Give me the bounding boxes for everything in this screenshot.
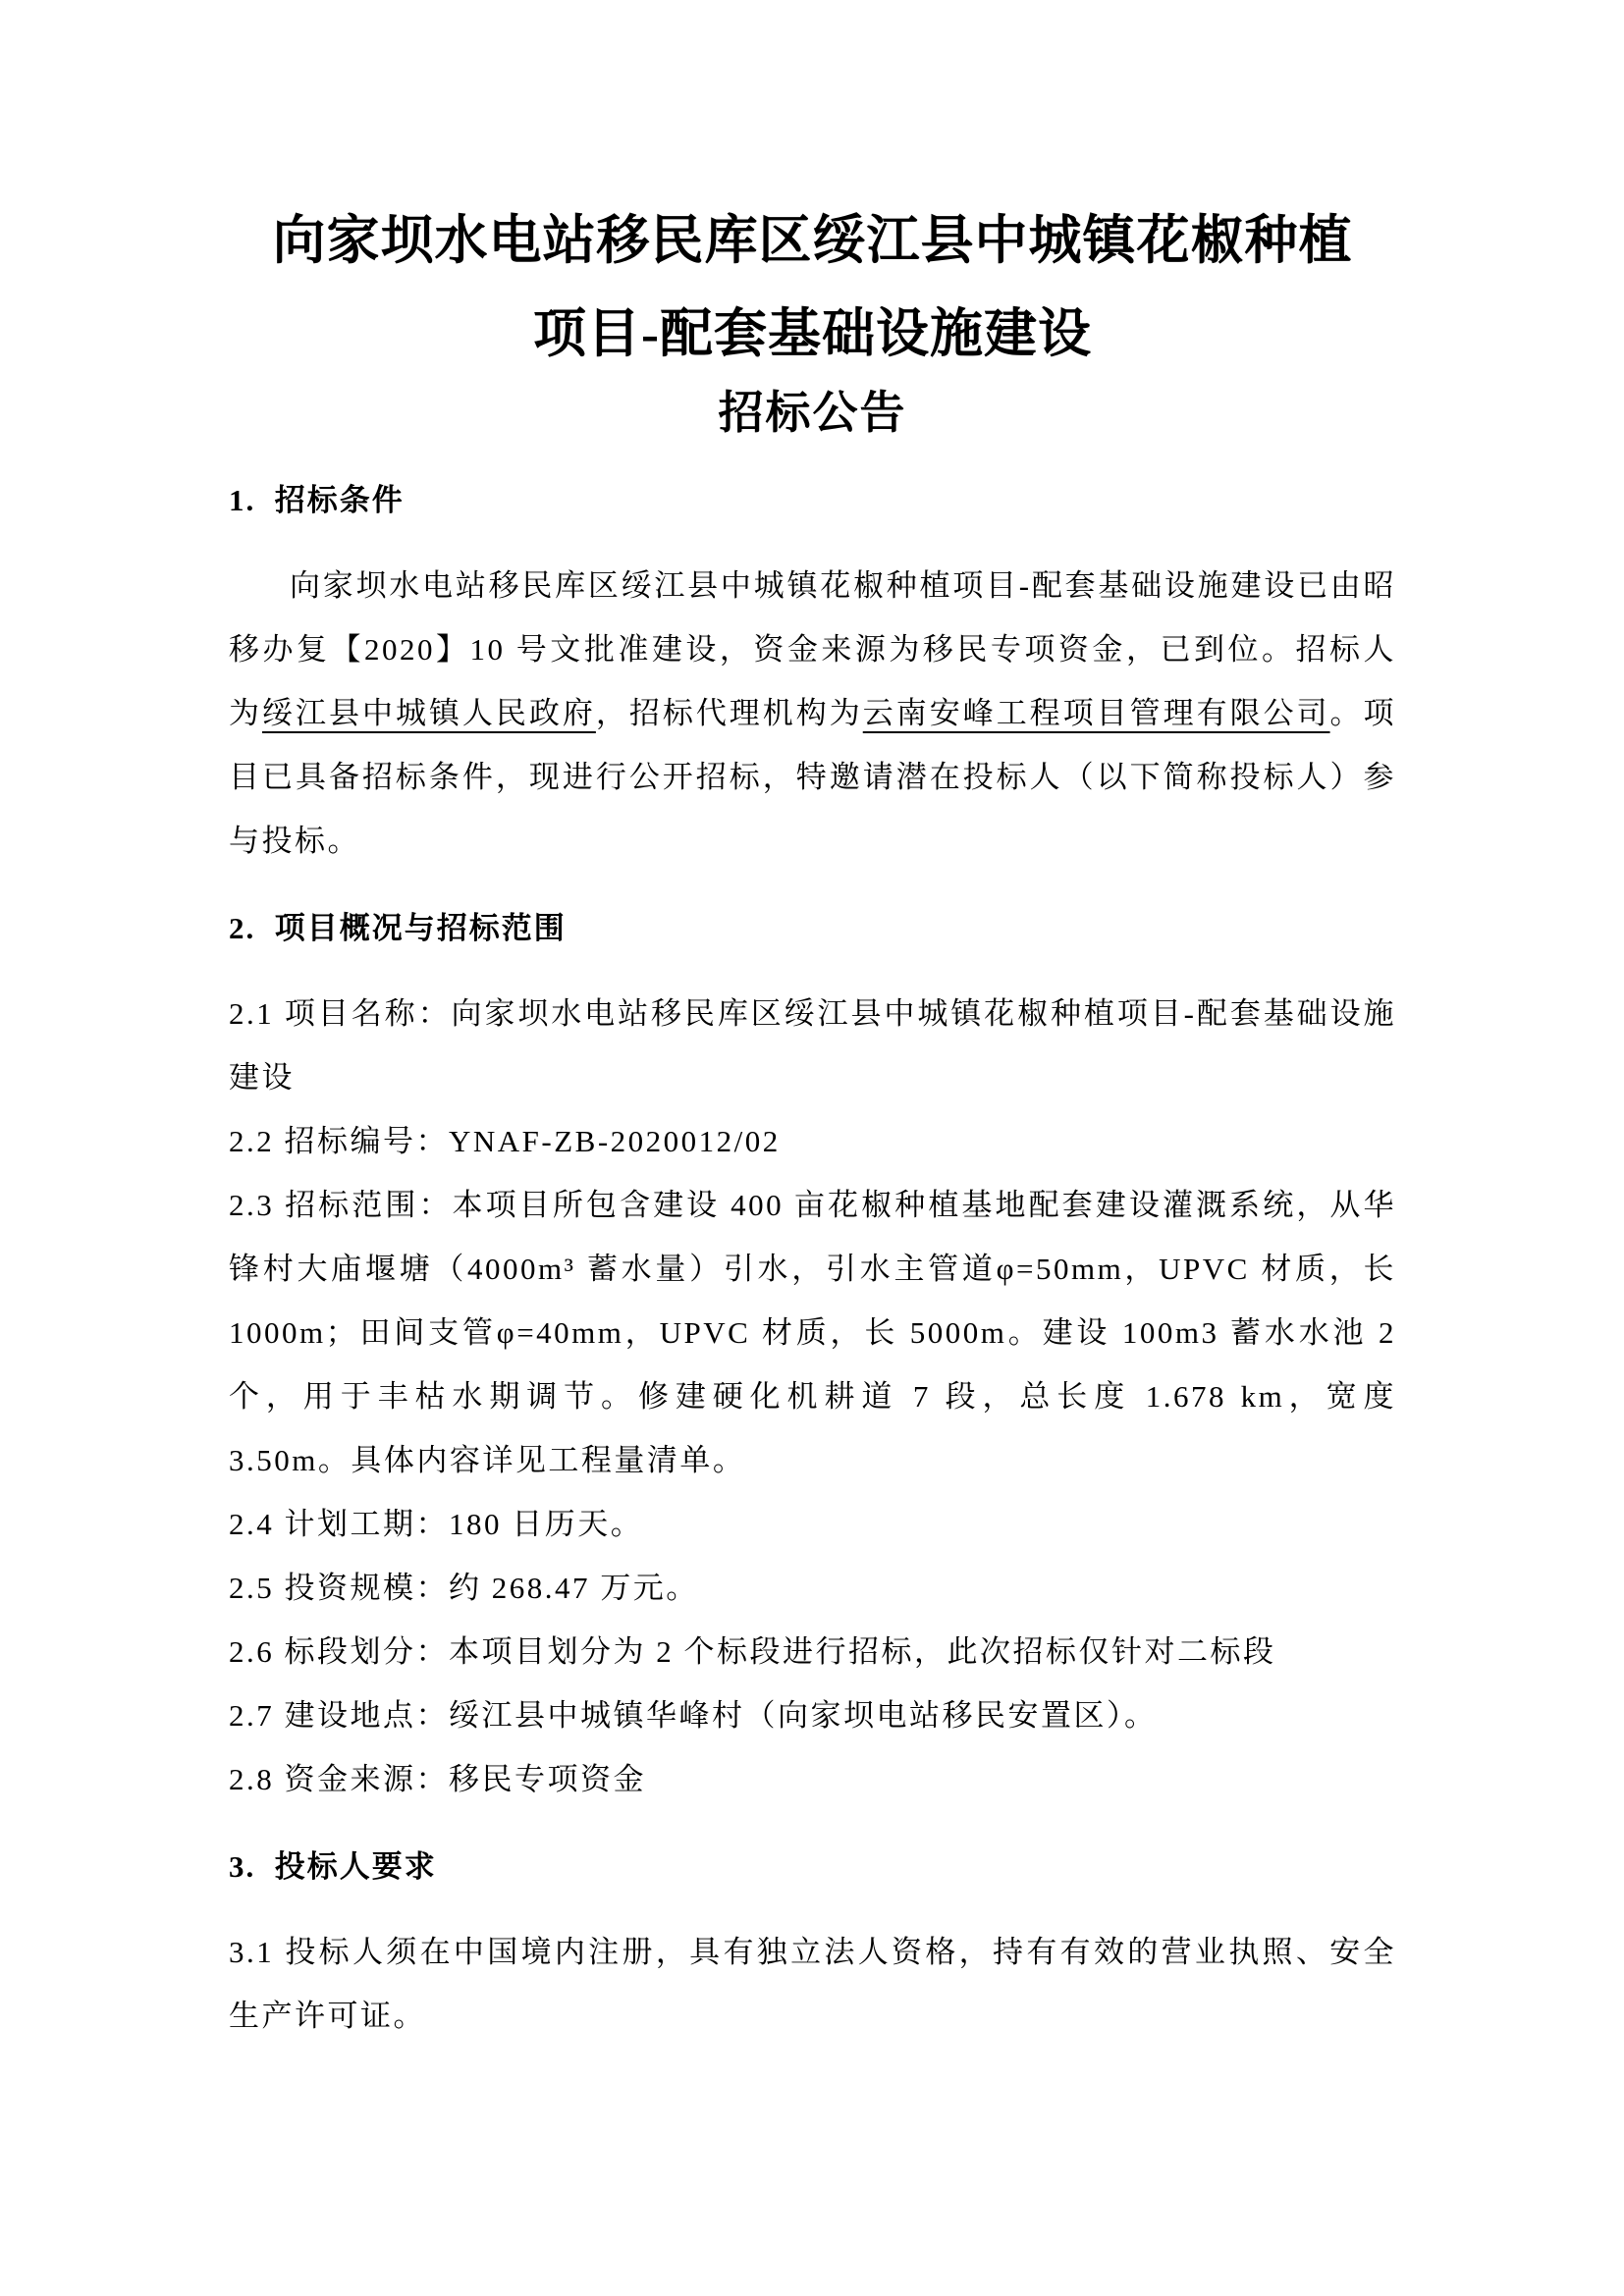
title-line-1: 向家坝水电站移民库区绥江县中城镇花椒种植 bbox=[272, 211, 1353, 270]
section-1-paragraph bbox=[229, 554, 1396, 873]
agency-name: 云南安峰工程项目管理有限公司 bbox=[862, 696, 1330, 730]
document-title bbox=[229, 194, 1396, 445]
title-line-3: 招标公告 bbox=[718, 388, 907, 438]
tenderer-name: 绥江县中城镇人民政府 bbox=[262, 696, 596, 730]
item-tender-scope: 2.3 招标范围：本项目所包含建设 400 亩花椒种植基地配套建设灌溉系统，从华锋村大庙堰塘（4000m³ 蓄水量）引水，引水主管道φ=50mm，UPVC 材质，长 1000m；田间支管φ=40mm，UPVC 材质，长 5000m。建设 100m3 蓄水水池 2 个，用于丰枯水期调节。修建硬化机耕道 7 段，总长度 1.678 km，宽度 3.50m。具体内容详见工程量清单。 bbox=[229, 1188, 1396, 1477]
section-3-heading: 3. 投标人要求 bbox=[229, 1849, 437, 1884]
paragraph-text-1: 向家坝水电站移民库区绥江县中城镇花椒种植项目-配套基础设施建设已由昭移办复【2020】10 号文批准建设，资金来源为移民专项资金，已到位。招标人为 bbox=[229, 568, 1396, 730]
section-1-heading: 1. 招标条件 bbox=[229, 483, 405, 517]
title-line-2: 项目-配套基础设施建设 bbox=[533, 304, 1092, 363]
item-investment-scale: 2.5 投资规模：约 268.47 万元。 bbox=[229, 1571, 699, 1605]
paragraph-text-2: ，招标代理机构为 bbox=[595, 696, 863, 730]
section-2-heading: 2. 项目概况与招标范围 bbox=[229, 911, 567, 945]
paragraph-text-3: 。项目已具备招标条件，现进行公开招标，特邀请潜在投标人（以下简称投标人）参与投标。 bbox=[229, 696, 1397, 858]
item-section-division: 2.6 标段划分：本项目划分为 2 个标段进行招标，此次招标仅针对二标段 bbox=[229, 1634, 1276, 1669]
item-construction-site: 2.7 建设地点：绥江县中城镇华峰村（向家坝电站移民安置区）。 bbox=[229, 1698, 1158, 1733]
item-project-name: 2.1 项目名称：向家坝水电站移民库区绥江县中城镇花椒种植项目-配套基础设施建设 bbox=[229, 996, 1396, 1095]
item-funding-source: 2.8 资金来源：移民专项资金 bbox=[229, 1762, 646, 1796]
item-tender-number: 2.2 招标编号：YNAF-ZB-2020012/02 bbox=[229, 1124, 781, 1158]
item-planned-duration: 2.4 计划工期：180 日历天。 bbox=[229, 1507, 644, 1541]
item-bidder-requirement: 3.1 投标人须在中国境内注册，具有独立法人资格，持有有效的营业执照、安全生产许可证。 bbox=[229, 1935, 1396, 2033]
